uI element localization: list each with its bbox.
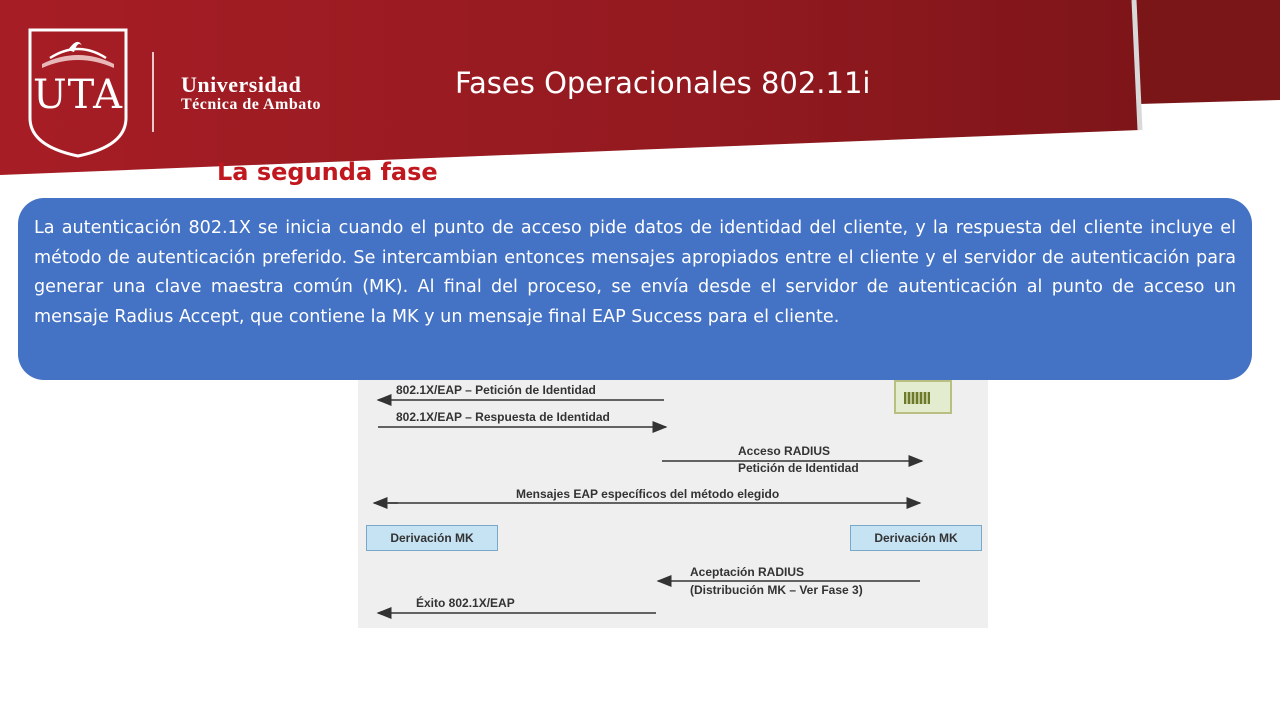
diagram-label: Petición de Identidad [738,461,859,475]
section-subtitle: La segunda fase [217,158,438,186]
diagram-label: (Distribución MK – Ver Fase 3) [690,583,863,597]
info-text: La autenticación 802.1X se inicia cuando el punto de acceso pide datos de identidad del cliente, y la respuesta del cliente incluye el método de autenticación preferido. Se intercambian entonces mensajes apropiados entre el cliente y el servidor de autenticación para generar una clave maestra común (MK). Al final del proceso, se envía desde el servidor de autenticación al punto de acceso un mensaje Radius Accept, que contiene la MK y un mensaje final EAP Success para el cliente. [34,218,1236,327]
university-name: Universidad [181,72,302,97]
logo-text: UTA [32,72,124,118]
info-box [18,198,1252,380]
diagram-label: Aceptación RADIUS [690,565,805,579]
sequence-diagram [358,352,988,628]
mk-derivation-left: Derivación MK [366,525,498,551]
mk-derivation-right: Derivación MK [850,525,982,551]
diagram-label: Mensajes EAP específicos del método elegido [516,487,780,501]
diagram-label: 802.1X/EAP – Respuesta de Identidad [396,410,610,424]
diagram-label: Éxito 802.1X/EAP [416,596,515,610]
university-subname: Técnica de Ambato [181,96,322,113]
logo-divider [152,52,154,132]
slide-title: Fases Operacionales 802.11i [455,66,871,100]
diagram-label: 802.1X/EAP – Petición de Identidad [396,383,596,397]
authentication-server-icon [894,380,952,414]
diagram-label: Acceso RADIUS [738,444,831,458]
